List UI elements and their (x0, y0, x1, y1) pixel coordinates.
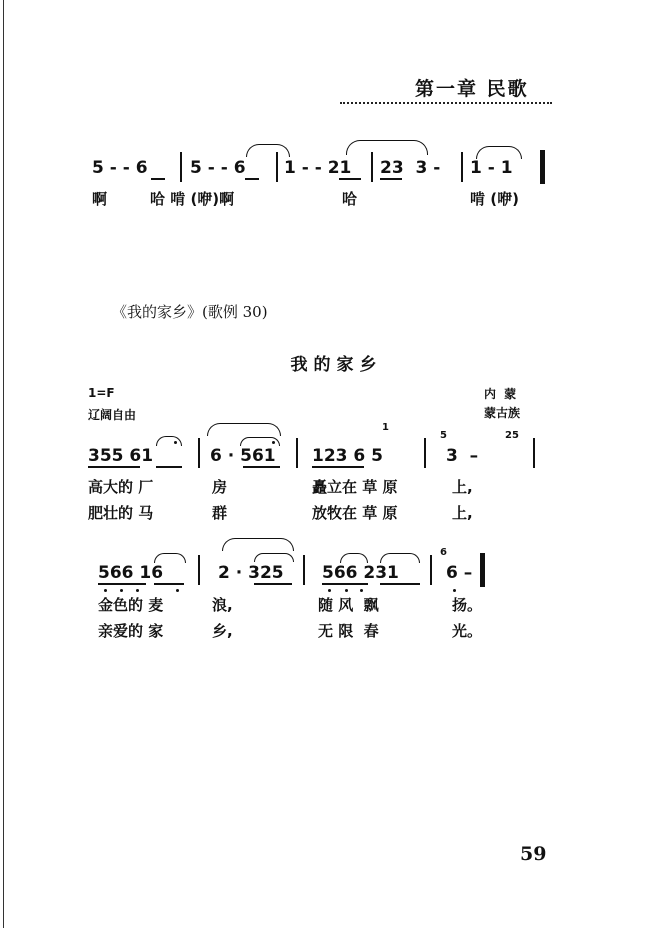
low-octave-dot (360, 589, 363, 592)
low-octave-dot (345, 589, 348, 592)
underline (154, 583, 184, 585)
row2-verse1-lyric: 金色的 麦 (98, 596, 164, 614)
origin-ethnicity: 蒙古族 (484, 406, 521, 420)
ex1-notes-m1: 5 - - 6 (92, 158, 148, 178)
barline (198, 438, 200, 468)
underline (254, 583, 292, 585)
row1-notes-m3: 123 6 5 (312, 446, 383, 466)
underline (245, 178, 259, 180)
ex1-lyric: 哈 啃 (咿)啊 (150, 190, 235, 208)
slur (380, 553, 420, 563)
ex1-notes-m4: 23 3 - (380, 158, 441, 178)
row1-verse1-lyric: 高大的 厂 (88, 478, 154, 496)
grace-note: 5 (440, 430, 447, 441)
row2-notes-m3: 566 231 (322, 563, 399, 583)
slur (156, 436, 182, 446)
row2-verse2-lyric: 光。 (452, 622, 483, 640)
chapter-header: 第一章 民歌 (415, 78, 529, 100)
grace-note: 25 (505, 430, 519, 441)
final-barline (480, 553, 485, 587)
row1-verse1-lyric: 矗立在 草 原 (312, 478, 398, 496)
underline (88, 466, 140, 468)
ex1-lyric: 啃 (咿) (470, 190, 519, 208)
barline (198, 555, 200, 585)
row2-verse1-lyric: 扬。 (452, 596, 483, 614)
underline (156, 466, 182, 468)
low-octave-dot (104, 589, 107, 592)
slur (154, 553, 186, 563)
underline (98, 583, 146, 585)
slur (340, 553, 368, 563)
key-signature: 1=F (88, 386, 115, 400)
row2-notes-m1: 566 16 (98, 563, 164, 583)
barline (180, 152, 182, 182)
row1-verse2-lyric: 肥壮的 马 (88, 504, 154, 522)
row1-notes-m4: 3 – (446, 446, 479, 466)
row1-verse1-lyric: 上, (452, 478, 473, 496)
slur (207, 423, 281, 436)
row2-verse1-lyric: 浪, (212, 596, 233, 614)
underline (312, 466, 364, 468)
underline (243, 466, 280, 468)
low-octave-dot (176, 589, 179, 592)
slur (476, 146, 522, 159)
low-octave-dot (453, 589, 456, 592)
tempo-marking: 辽阔自由 (88, 408, 137, 422)
ex1-notes-m5: 1 - 1 (470, 158, 513, 178)
song-title: 我的家乡 (290, 355, 383, 375)
row1-notes-m2: 6 · 561 (210, 446, 276, 466)
example-caption: 《我的家乡》(歌例 30) (112, 303, 268, 321)
high-octave-dot (174, 441, 177, 444)
ex1-lyric: 啊 (92, 190, 108, 208)
row1-notes-m1: 355 61 (88, 446, 154, 466)
underline (151, 178, 165, 180)
high-octave-dot (272, 441, 275, 444)
grace-note: 6 (440, 547, 447, 558)
page-number: 59 (520, 843, 547, 865)
underline (339, 178, 361, 180)
ex1-notes-m2: 5 - - 6 (190, 158, 246, 178)
row2-notes-m2: 2 · 325 (218, 563, 284, 583)
triplet-arc (254, 553, 294, 562)
row1-verse1-lyric: 房 (212, 478, 228, 496)
low-octave-dot (120, 589, 123, 592)
row2-verse1-lyric: 随 风 飘 (318, 596, 379, 614)
origin-region: 内 蒙 (484, 387, 519, 401)
barline (303, 555, 305, 585)
ex1-lyric: 哈 (342, 190, 358, 208)
slur (222, 538, 294, 551)
grace-note: 1 (382, 422, 389, 433)
ex1-notes-m3: 1 - - 21 (284, 158, 352, 178)
underline (380, 178, 402, 180)
row1-verse2-lyric: 群 (212, 504, 228, 522)
barline (371, 152, 373, 182)
row2-verse2-lyric: 乡, (212, 622, 233, 640)
underline (380, 583, 420, 585)
page-edge (3, 0, 4, 928)
barline (296, 438, 298, 468)
slur (246, 144, 290, 157)
underline (322, 583, 368, 585)
row1-verse2-lyric: 上, (452, 504, 473, 522)
row2-verse2-lyric: 亲爱的 家 (98, 622, 164, 640)
barline (430, 555, 432, 585)
row2-verse2-lyric: 无 限 春 (318, 622, 379, 640)
low-octave-dot (328, 589, 331, 592)
barline (461, 152, 463, 182)
header-rule (340, 102, 552, 104)
row2-notes-m4: 6 – (446, 563, 473, 583)
low-octave-dot (136, 589, 139, 592)
final-barline (540, 150, 545, 184)
barline (533, 438, 535, 468)
slur (346, 140, 428, 155)
row1-verse2-lyric: 放牧在 草 原 (312, 504, 398, 522)
barline (424, 438, 426, 468)
